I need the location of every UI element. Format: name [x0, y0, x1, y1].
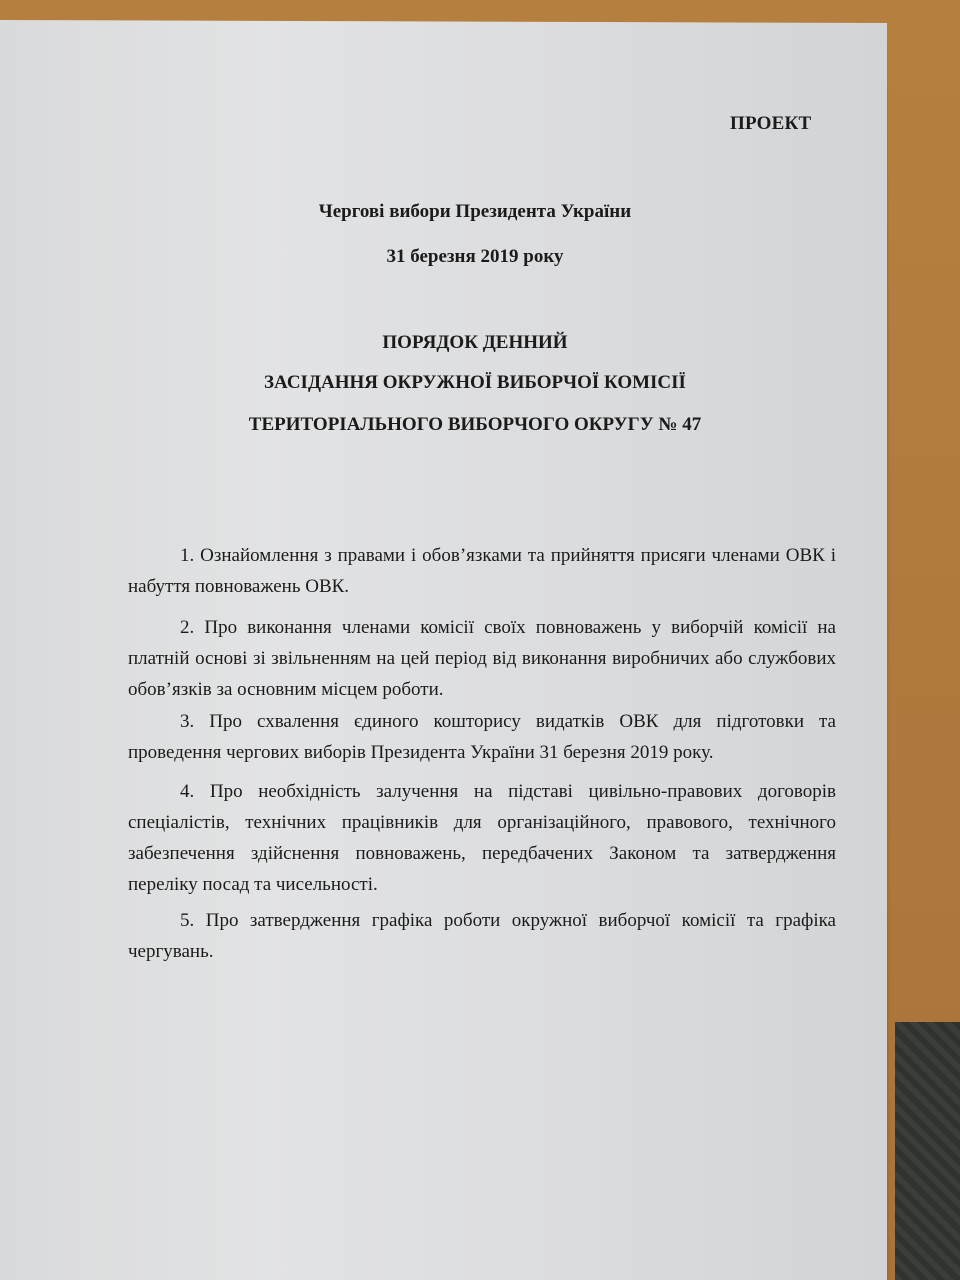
draft-label: ПРОЕКТ	[730, 113, 812, 134]
agenda-item-4: 4. Про необхідність залучення на підставі цивільно-правових договорів спеціалістів, технічних працівників для організаційного, правового, технічного забезпечення здійснення повноважень, передбачених Законом та затвердження переліку посад та чисельності.	[128, 781, 836, 895]
agenda-item-1: 1. Ознайомлення з правами і обов’язками та прийняття присяги членами ОВК і набуття повноважень ОВК.	[128, 545, 836, 597]
document-title-line-2: ЗАСІДАННЯ ОКРУЖНОЇ ВИБОРЧОЇ КОМІСІЇ	[264, 372, 686, 393]
agenda-item-2: 2. Про виконання членами комісії своїх повноважень у виборчій комісії на платній основі зі звільненням на цей період від виконання виробничих або службових обов’язків за основним місцем роботи.	[128, 617, 836, 700]
document-title: ПОРЯДОК ДЕННИЙ	[382, 332, 568, 353]
election-date: 31 березня 2019 року	[386, 246, 564, 267]
agenda-item-3: 3. Про схвалення єдиного кошторису видатків ОВК для підготовки та проведення чергових виборів Президента України 31 березня 2019 року.	[128, 711, 836, 763]
agenda-item-5: 5. Про затвердження графіка роботи окружної виборчої комісії та графіка чергувань.	[128, 910, 836, 962]
election-subtitle: Чергові вибори Президента України	[318, 201, 632, 222]
document-title-line-3: ТЕРИТОРІАЛЬНОГО ВИБОРЧОГО ОКРУГУ № 47	[248, 414, 702, 435]
